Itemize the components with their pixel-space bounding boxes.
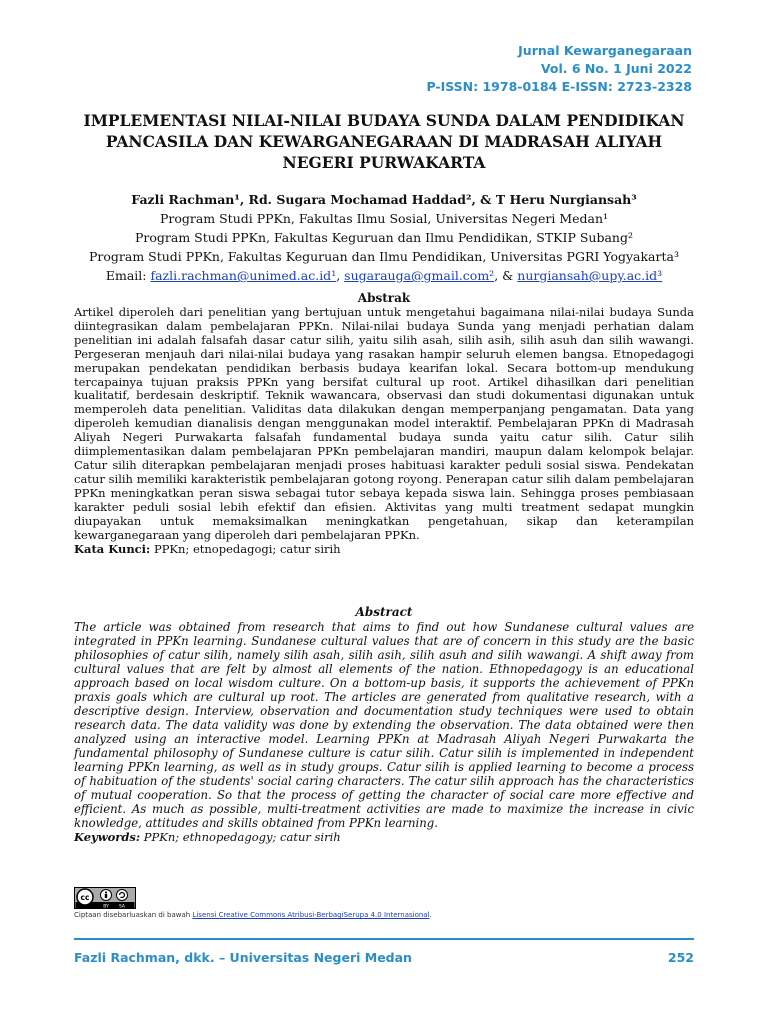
cc-by-sa-icon[interactable] <box>74 887 136 909</box>
email-separator: , <box>336 268 341 283</box>
email-link-1[interactable]: fazli.rachman@unimed.ac.id¹ <box>150 268 337 283</box>
license-link[interactable]: Lisensi Creative Commons Atribusi-BerbagiSerupa 4.0 Internasional <box>192 911 430 919</box>
abstract-heading: Abstract <box>355 605 413 619</box>
license-row <box>74 887 694 919</box>
footer-author: Fazli Rachman, dkk. – Universitas Negeri Medan <box>74 950 412 965</box>
keywords-line <box>74 830 694 844</box>
email-link-2[interactable]: sugarauga@gmail.com² <box>344 268 495 283</box>
page-number: 252 <box>667 950 694 965</box>
license-suffix: . <box>429 911 432 919</box>
abstract-english <box>74 604 694 844</box>
svg-text:cc: cc <box>80 892 90 902</box>
license-prefix: Ciptaan disebarluaskan di bawah <box>74 911 191 919</box>
email-label: Email: <box>105 268 147 283</box>
affiliation-3: Program Studi PPKn, Fakultas Keguruan dan Ilmu Pendidikan, Universitas PGRI Yogyakarta³ <box>89 249 679 264</box>
keywords-value: PPKn; ethnopedagogy; catur sirih <box>143 830 341 844</box>
journal-header <box>426 42 692 96</box>
svg-text:SA: SA <box>118 904 126 909</box>
abstract-body: The article was obtained from research that aims to find out how Sundanese cultural values are integrated in PPKn learning. Sundanese cultural values that are of concern in this study are the basic philosophies of catur silih, namely silih asah, silih asih, silih asuh and silih wawangi. A shift away from cultural values that are felt by almost all elements of the nation. Ethnopedagogy is an educational approach based on local wisdom culture. On a bottom-up basis, it supports the achievement of PPKn praxis goals which are cultural up root. The articles are generated from qualitative research, with a descriptive design. Interview, observation and documentation study techniques were used to obtain research data. The data validity was done by extending the observation. The data obtained were then analyzed using an interactive model. Learning PPKn at Madrasah Aliyah Negeri Purwakarta the fundamental philosophy of Sundanese culture is catur silih. Catur silih is implemented in independent learning PPKn learning, as well as in study groups. Catur silih is applied learning to become a process of habituation of the students' social caring characters. The catur silih approach has the characteristics of mutual cooperation. So that the process of getting the character of social care more effective and efficient. As much as possible, multi-treatment activities are made to maximize the increase in civic knowledge, attitudes and skills obtained from PPKn learning. <box>74 620 694 830</box>
svg-text:BY: BY <box>103 904 109 909</box>
footer-divider <box>74 938 694 940</box>
journal-volume: Vol. 6 No. 1 Juni 2022 <box>540 61 692 76</box>
abstract-body: Artikel diperoleh dari penelitian yang bertujuan untuk mengetahui bagaimana nilai-nilai budaya Sunda diintegrasikan dalam pembelajaran PPKn. Nilai-nilai budaya Sunda yang menjadi perhatian dalam penelitian ini adalah falsafah dasar catur silih, yaitu silih asah, silih asih, silih asuh dan silih wawangi. Pergeseran menjauh dari nilai-nilai budaya yang rasakan hampir seluruh elemen bangsa. Etnopedagogi merupakan pendekatan pendidikan berbasis budaya kearifan lokal. Secara bottom-up mendukung tercapainya tujuan praksis PPKn yang bersifat cultural up root. Artikel dihasilkan dari penelitian kualitatif, berdesain deskriptif. Teknik wawancara, observasi dan studi dokumentasi digunakan untuk memperoleh data penelitian. Validitas data dilakukan dengan memperpanjang pengamatan. Data yang diperoleh kemudian dianalisis dengan menggunakan model interaktif. Pembelajaran PPKn di Madrasah Aliyah Negeri Purwakarta falsafah fundamental budaya sunda yaitu catur silih. Catur silih diimplementasikan dalam pembelajaran PPKn pembelajaran mandiri, maupun dalam kelompok belajar. Catur silih diterapkan pembelajaran menjadi proses habituasi karakter peduli sosial siswa. Pendekatan catur silih memiliki karakteristik pembelajaran gotong royong. Penerapan catur silih dalam pembelajaran PPKn meningkatkan peran siswa sebagai tutor sebaya kepada siswa lain. Sehingga proses pembiasaan karakter peduli sosial lebih efektif dan efisien. Aktivitas yang multi treatment sedapat mungkin diupayakan untuk memaksimalkan meningkatkan pengetahuan, sikap dan keterampilan kewarganegaraan yang diperoleh dari pembelajaran PPKn. <box>74 305 694 542</box>
keywords-value: PPKn; etnopedagogi; catur sirih <box>153 542 341 557</box>
keywords-label: Keywords: <box>74 830 141 844</box>
journal-issn: P-ISSN: 1978-0184 E-ISSN: 2723-2328 <box>426 79 692 94</box>
author-names: Fazli Rachman¹, Rd. Sugara Mochamad Haddad², & T Heru Nurgiansah³ <box>131 192 637 207</box>
page-footer <box>74 950 694 965</box>
journal-name: Jurnal Kewarganegaraan <box>518 43 692 58</box>
abstract-heading: Abstrak <box>357 291 411 305</box>
email-separator: , & <box>494 268 514 283</box>
keywords-line <box>74 542 694 556</box>
email-line <box>60 266 708 285</box>
email-link-3[interactable]: nurgiansah@upy.ac.id³ <box>517 268 663 283</box>
affiliation-2: Program Studi PPKn, Fakultas Keguruan dan Ilmu Pendidikan, STKIP Subang² <box>135 230 633 245</box>
abstract-indonesian <box>74 290 694 556</box>
author-block <box>60 190 708 285</box>
affiliation-1: Program Studi PPKn, Fakultas Ilmu Sosial, Universitas Negeri Medan¹ <box>159 211 609 226</box>
keywords-label: Kata Kunci: <box>74 542 151 557</box>
paper-title: IMPLEMENTASI NILAI-NILAI BUDAYA SUNDA DALAM PENDIDIKAN PANCASILA DAN KEWARGANEGARAAN DI MADRASAH ALIYAH NEGERI PURWAKARTA <box>83 111 685 172</box>
